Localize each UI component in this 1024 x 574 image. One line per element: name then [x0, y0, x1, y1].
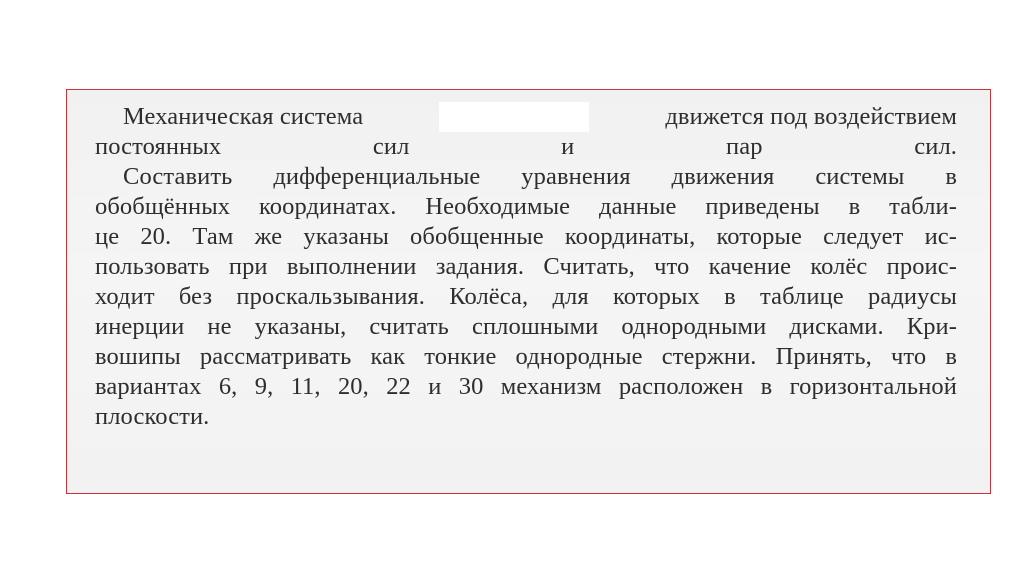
- text-line-10: вариантах 6, 9, 11, 20, 22 и 30 механизм расположен в горизонтальной: [95, 373, 957, 400]
- text-line-8: инерции не указаны, считать сплошными однородными дисками. Кри-: [95, 313, 958, 340]
- text-line-6: пользовать при выполнении задания. Считать, что качение колёс проис-: [95, 253, 957, 280]
- problem-statement: [95, 102, 957, 432]
- text-line-5: це 20. Там же указаны обобщенные координаты, которые следует ис-: [95, 223, 958, 250]
- text-fragment: движется под воздействием: [665, 103, 957, 130]
- text-line-9: вошипы рассматривать как тонкие однородные стержни. Принять, что в: [95, 343, 957, 370]
- text-line-1: [95, 102, 957, 132]
- text-line-3: Составить дифференциальные уравнения движения системы в: [123, 163, 957, 190]
- text-line-7: ходит без проскальзывания. Колёса, для которых в таблице радиусы: [95, 283, 957, 310]
- scanned-text-frame: [66, 89, 991, 494]
- redacted-blank: [439, 102, 589, 132]
- text-line-4: обобщённых координатах. Необходимые данные приведены в табли-: [95, 193, 957, 220]
- text-line-11: плоскости.: [95, 403, 210, 430]
- text-line-2: постоянных сил и пар сил.: [95, 133, 957, 160]
- text-fragment: Механическая система: [123, 103, 364, 130]
